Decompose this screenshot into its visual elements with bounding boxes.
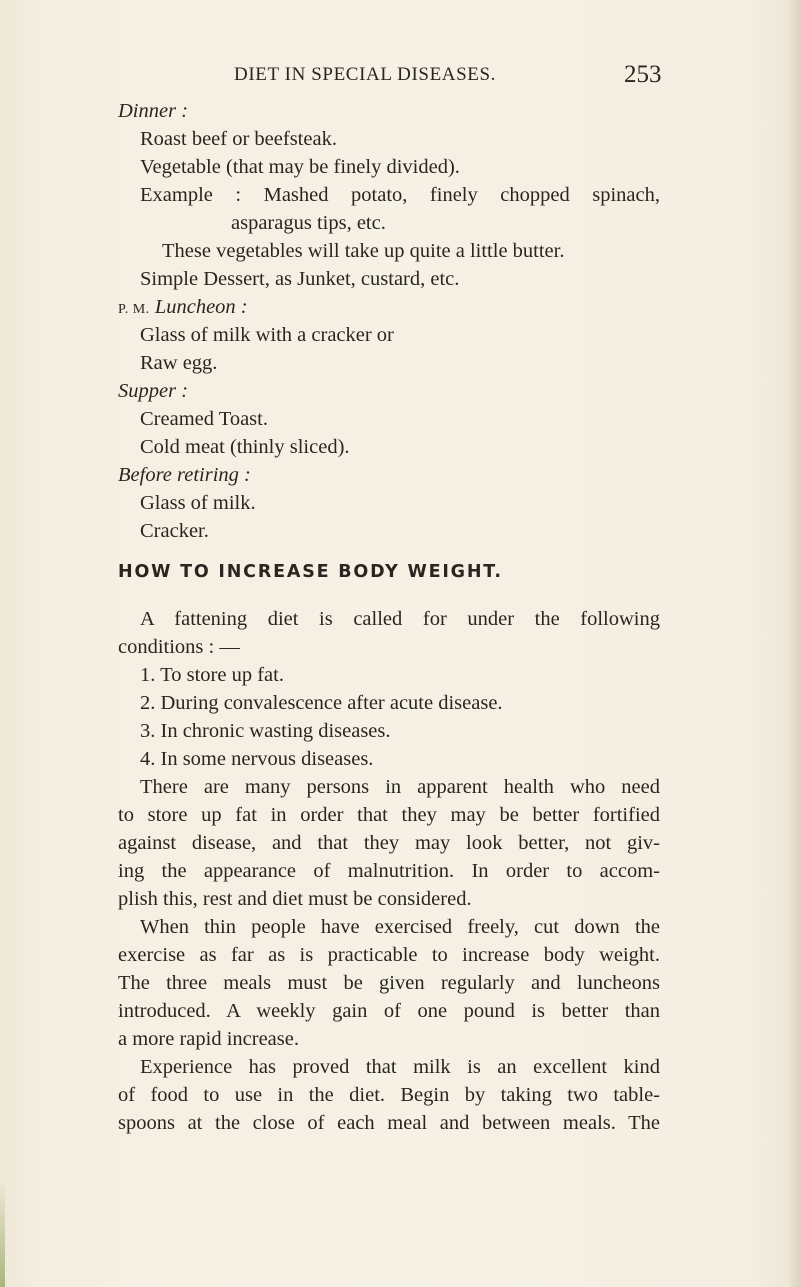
luncheon-heading bbox=[118, 293, 248, 324]
before-retiring-label: Before retiring : bbox=[118, 464, 251, 486]
paragraph-line: Experience has proved that milk is an excellent kind bbox=[140, 1056, 660, 1078]
condition-item: 1. To store up fat. bbox=[140, 664, 284, 686]
section-heading: HOW TO INCREASE BODY WEIGHT. bbox=[118, 562, 503, 582]
paragraph-line: There are many persons in apparent health who need bbox=[140, 776, 660, 798]
paragraph-line: a more rapid increase. bbox=[118, 1028, 299, 1050]
paragraph-line: of food to use in the diet. Begin by taking two table- bbox=[118, 1084, 660, 1106]
condition-item: 4. In some nervous diseases. bbox=[140, 748, 374, 770]
dinner-item: These vegetables will take up quite a little butter. bbox=[162, 240, 565, 262]
supper-item: Creamed Toast. bbox=[140, 408, 268, 430]
page-header bbox=[0, 61, 801, 94]
paragraph-line: to store up fat in order that they may be better fortified bbox=[118, 804, 660, 826]
luncheon-item: Raw egg. bbox=[140, 352, 218, 374]
dinner-item: Vegetable (that may be finely divided). bbox=[140, 156, 460, 178]
dinner-item: Roast beef or beefsteak. bbox=[140, 128, 337, 150]
luncheon-item: Glass of milk with a cracker or bbox=[140, 324, 394, 346]
paragraph-line: spoons at the close of each meal and between meals. The bbox=[118, 1112, 660, 1134]
running-title: DIET IN SPECIAL DISEASES. bbox=[234, 64, 497, 85]
luncheon-label: Luncheon : bbox=[154, 296, 248, 318]
condition-item: 2. During convalescence after acute disease. bbox=[140, 692, 503, 714]
paragraph-line: The three meals must be given regularly and luncheons bbox=[118, 972, 660, 994]
dinner-label: Dinner : bbox=[118, 100, 189, 122]
paragraph-line: introduced. A weekly gain of one pound is better than bbox=[118, 1000, 660, 1022]
paragraph-line: against disease, and that they may look better, not giv- bbox=[118, 832, 660, 854]
before-retiring-item: Glass of milk. bbox=[140, 492, 256, 514]
intro-line: A fattening diet is called for under the following bbox=[140, 608, 660, 630]
pm-prefix: P. M. bbox=[118, 302, 150, 317]
page-edge-mark bbox=[0, 1180, 5, 1287]
dinner-item: Simple Dessert, as Junket, custard, etc. bbox=[140, 268, 460, 290]
paragraph-line: When thin people have exercised freely, cut down the bbox=[140, 916, 660, 938]
dinner-item: asparagus tips, etc. bbox=[231, 212, 386, 234]
intro-line: conditions : — bbox=[118, 636, 240, 658]
condition-item: 3. In chronic wasting diseases. bbox=[140, 720, 391, 742]
paragraph-line: exercise as far as is practicable to increase body weight. bbox=[118, 944, 660, 966]
page-edge-shadow bbox=[787, 0, 801, 1287]
supper-label: Supper : bbox=[118, 380, 189, 402]
dinner-item: Example : Mashed potato, finely chopped spinach, bbox=[140, 184, 660, 206]
page-number: 253 bbox=[624, 61, 662, 88]
paragraph-line: plish this, rest and diet must be considered. bbox=[118, 888, 472, 910]
before-retiring-item: Cracker. bbox=[140, 520, 209, 542]
supper-item: Cold meat (thinly sliced). bbox=[140, 436, 350, 458]
paragraph-line: ing the appearance of malnutrition. In order to accom- bbox=[118, 860, 660, 882]
